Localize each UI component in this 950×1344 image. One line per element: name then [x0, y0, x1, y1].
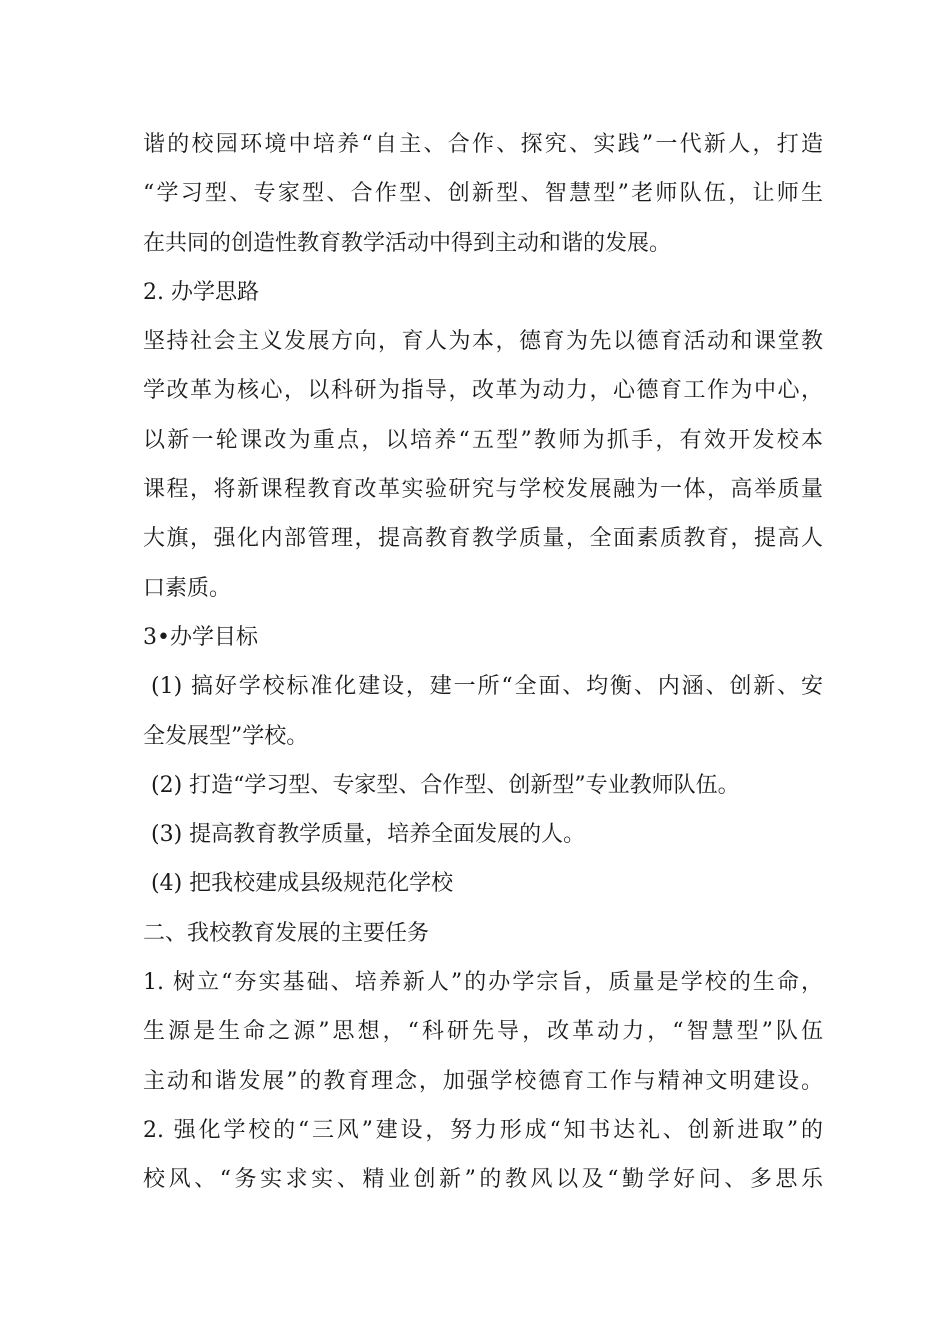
text-line: 全发展型”学校。: [143, 723, 309, 749]
text-line: 二、我校教育发展的主要任务: [143, 920, 430, 946]
text-line: 生源是生命之源”思想，“科研先导，改革动力，“智慧型”队伍: [143, 1019, 823, 1045]
document-body: [143, 120, 823, 1205]
text-line: “学习型、专家型、合作型、创新型、智慧型”老师队伍，让师生: [143, 181, 823, 207]
text-line: 坚持社会主义发展方向，育人为本，德育为先以德育活动和课堂教: [143, 329, 823, 355]
text-line: 2. 强化学校的“三风”建设，努力形成“知书达礼、创新进取”的: [143, 1117, 823, 1143]
text-line: 谐的校园环境中培养“自主、合作、探究、实践”一代新人，打造: [143, 132, 823, 157]
text-line: 校风、“务实求实、精业创新”的教风以及“勤学好问、多思乐: [143, 1167, 823, 1193]
text-line: 大旗，强化内部管理，提高教育教学质量，全面素质教育，提高人: [143, 526, 823, 552]
text-line: 口素质。: [143, 575, 232, 601]
text-line: (1) 搞好学校标准化建设，建一所“全面、均衡、内涵、创新、安: [151, 674, 823, 700]
text-line: (4) 把我校建成县级规范化学校: [151, 871, 454, 897]
text-line: 课程，将新课程教育改革实验研究与学校发展融为一体，高举质量: [143, 477, 823, 503]
text-line: 2. 办学思路: [143, 279, 259, 305]
text-line: 以新一轮课改为重点，以培养“五型”教师为抓手，有效开发校本: [143, 427, 823, 453]
text-line: 在共同的创造性教育教学活动中得到主动和谐的发展。: [143, 230, 672, 256]
text-line: 学改革为核心，以科研为指导，改革为动力，心德育工作为中心，: [143, 378, 823, 404]
text-line: (2) 打造“学习型、专家型、合作型、创新型”专业教师队伍。: [151, 772, 740, 798]
text-line: 主动和谐发展”的教育理念，加强学校德育工作与精神文明建设。: [143, 1068, 823, 1094]
text-line: 1. 树立“夯实基础、培养新人”的办学宗旨，质量是学校的生命，: [143, 970, 823, 996]
text-line: (3) 提高教育教学质量，培养全面发展的人。: [151, 822, 586, 848]
text-line: 3•办学目标: [143, 624, 258, 650]
